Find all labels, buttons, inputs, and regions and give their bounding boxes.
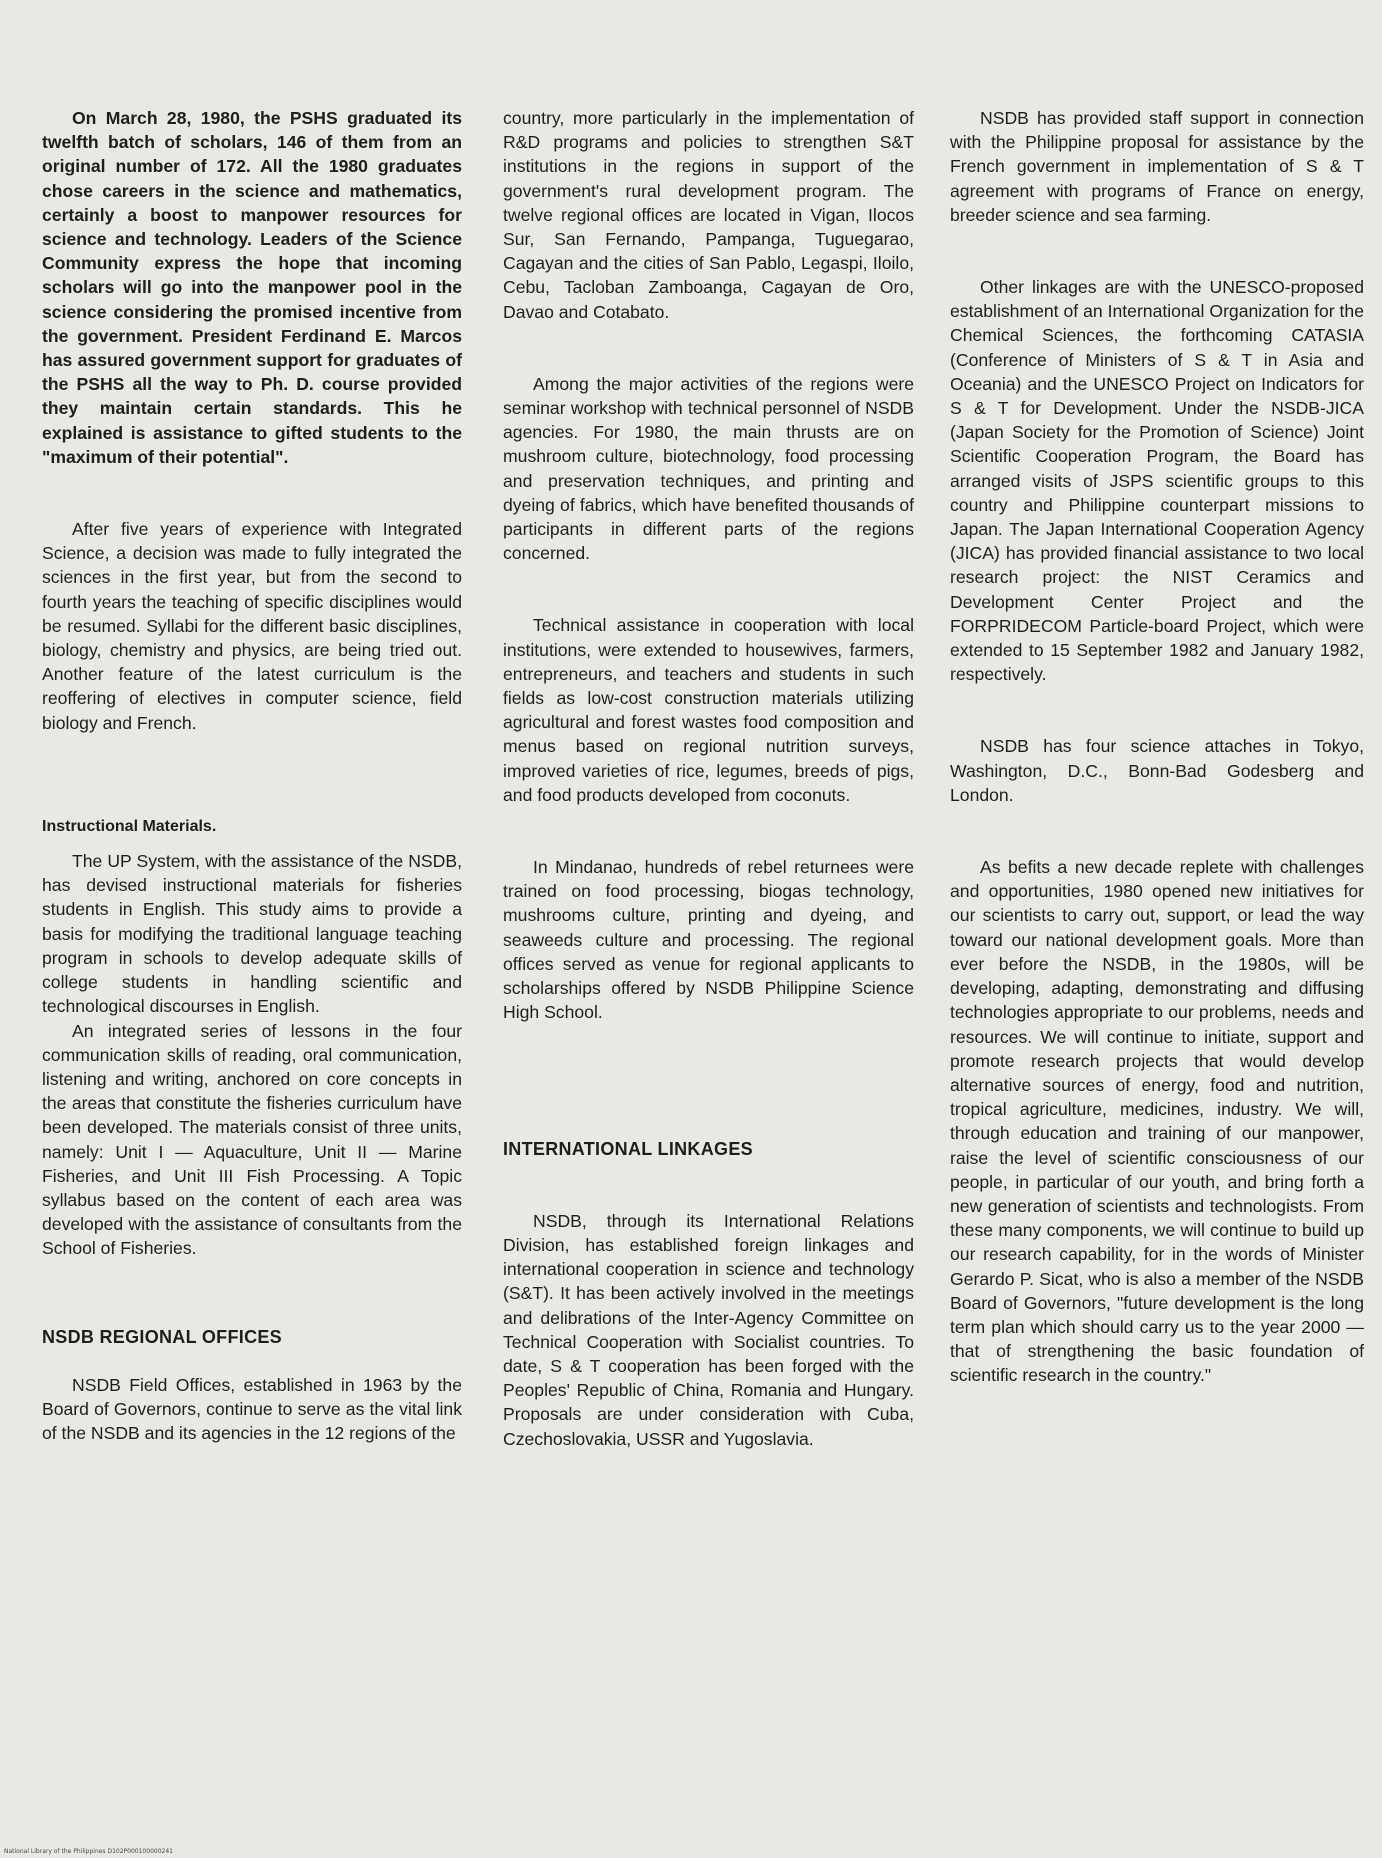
paragraph-integrated-science: After five years of experience with Integrated Science, a decision was made to fully integrated the sciences in the first year, but from the second to fourth years the teaching of specific disciplines would be resumed. Syllabi for the different basic disciplines, biology, chemistry and physics, are being tried out. Another feature of the latest curriculum is the reoffering of electives in computer science, field biology and French. — [42, 519, 462, 733]
paragraph-new-decade: As befits a new decade replete with challenges and opportunities, 1980 opened new initiatives for our scientists to carry out, support, or lead the way toward our national development goals. More than ever before the NSDB, in the 1980s, will be developing, adapting, demonstrating and diffusing technologies appropriate to our problems, needs and resources. We will continue to initiate, support and promote research projects that would develop alternative sources of energy, food and nutrition, tropical agriculture, medicines, industry. We will, through education and training of our manpower, raise the level of scientific consciousness of our people, in particular of our youth, and bring forth a new generation of scientists and technologists. From these many components, we will continue to build up our research capability, for in the words of Minister Gerardo P. Sicat, who is also a member of the NSDB Board of Governors, "future development is the long term plan which should carry us to the year 2000 — that of strengthening the basic foundation of scientific research in the country." — [950, 857, 1364, 1386]
paragraph-french-support: NSDB has provided staff support in connection with the Philippine proposal for assistance by the French government in implementation of S & T agreement with programs of France on energy, breeder science and sea farming. — [950, 108, 1364, 225]
heading-instructional-materials: Instructional Materials. — [42, 817, 217, 835]
paragraph-field-offices: NSDB Field Offices, established in 1963 by the Board of Governors, continue to serve as the vital link of the NSDB and its agencies in the 12 regions of the — [42, 1374, 462, 1444]
paragraph-up-system: The UP System, with the assistance of the NSDB, has devised instructional materials for fisheries students in English. This study aims to provide a basis for modifying the traditional language teaching program in schools to develop adequate skills of college students in handling scientific and technological discourses in English. — [42, 851, 462, 1017]
paragraph-technical-assistance: Technical assistance in cooperation with local institutions, were extended to housewives, farmers, entrepreneurs, and teachers and students in such fields as low-cost construction materials utilizing agricultural and forest wastes food composition and menus based on regional nutrition surveys, improved varieties of rice, legumes, breeds of pigs, and food products developed from coconuts. — [503, 615, 914, 805]
paragraph-mindanao: In Mindanao, hundreds of rebel returnees were trained on food processing, biogas technology, mushrooms culture, printing and dyeing, and seaweeds culture and processing. The regional offices served as venue for regional applicants to scholarships offered by NSDB Philippine Science High School. — [503, 857, 914, 1023]
heading-nsdb-regional-offices: NSDB REGIONAL OFFICES — [42, 1326, 282, 1347]
paragraph-regional-implementation: country, more particularly in the implementation of R&D programs and policies to strengthen S&T institutions in the regions in support of the government's rural development program. The twelve regional offices are located in Vigan, Ilocos Sur, San Fernando, Pampanga, Tuguegarao, Cagayan and the cities of San Pablo, Legaspi, Iloilo, Cebu, Tacloban Zamboanga, Cagayan de Oro, Davao and Cotabato. — [503, 108, 914, 322]
paragraph-other-linkages: Other linkages are with the UNESCO-proposed establishment of an International Organization for the Chemical Sciences, the forthcoming CATASIA (Conference of Ministers of S & T in Asia and Oceania) and the UNESCO Project on Indicators for S & T for Development. Under the NSDB-JICA (Japan Society for the Promotion of Science) Joint Scientific Cooperation Program, the Board has arranged visits of JSPS scientific groups to this country and Philippine counterpart missions to Japan. The Japan International Cooperation Agency (JICA) has provided financial assistance to two local research project: the NIST Ceramics and Development Center Project and the FORPRIDECOM Particle-board Project, which were extended to 15 September 1982 and January 1982, respectively. — [950, 277, 1364, 685]
footer-credit: National Library of the Philippines D102P000100000241 — [4, 1848, 173, 1855]
paragraph-pshs-graduates: On March 28, 1980, the PSHS graduated its twelfth batch of scholars, 146 of them from an original number of 172. All the 1980 graduates chose careers in the science and mathematics, certainly a boost to manpower resources for science and technology. Leaders of the Science Community express the hope that incoming scholars will go into the manpower pool in the science considering the promised incentive from the government. President Ferdinand E. Marcos has assured government support for graduates of the PSHS all the way to Ph. D. course provided they maintain certain standards. This he explained is assistance to gifted students to the "maximum of their potential". — [42, 108, 462, 467]
paragraph-science-attaches: NSDB has four science attaches in Tokyo, Washington, D.C., Bonn-Bad Godesberg and London. — [950, 736, 1364, 805]
paragraph-regional-activities: Among the major activities of the regions were seminar workshop with technical personnel of NSDB agencies. For 1980, the main thrusts are on mushroom culture, biotechnology, food processing and preservation techniques, and printing and dyeing of fabrics, which have benefited thousands of participants in different parts of the regions concerned. — [503, 373, 914, 564]
paragraph-integrated-lessons: An integrated series of lessons in the four communication skills of reading, oral communication, listening and writing, anchored on core concepts in the areas that constitute the fisheries curriculum have been developed. The materials consist of three units, namely: Unit I — Aquaculture, Unit II — Marine Fisheries, and Unit III Fish Processing. A Topic syllabus based on the content of each area was developed with the assistance of consultants from the School of Fisheries. — [42, 1020, 462, 1259]
heading-international-linkages: INTERNATIONAL LINKAGES — [503, 1138, 753, 1159]
column-1 — [42, 106, 462, 1445]
column-2 — [503, 106, 914, 1451]
paragraph-international-relations: NSDB, through its International Relations Division, has established foreign linkages and international cooperation in science and technology (S&T). It has been actively involved in the meetings and delibrations of the Inter-Agency Committee on Technical Cooperation with Socialist countries. To date, S & T cooperation has been forged with the Peoples' Republic of China, Romania and Hungary. Proposals are under consideration with Cuba, Czechoslovakia, USSR and Yugoslavia. — [503, 1210, 914, 1449]
column-3 — [950, 106, 1364, 1388]
